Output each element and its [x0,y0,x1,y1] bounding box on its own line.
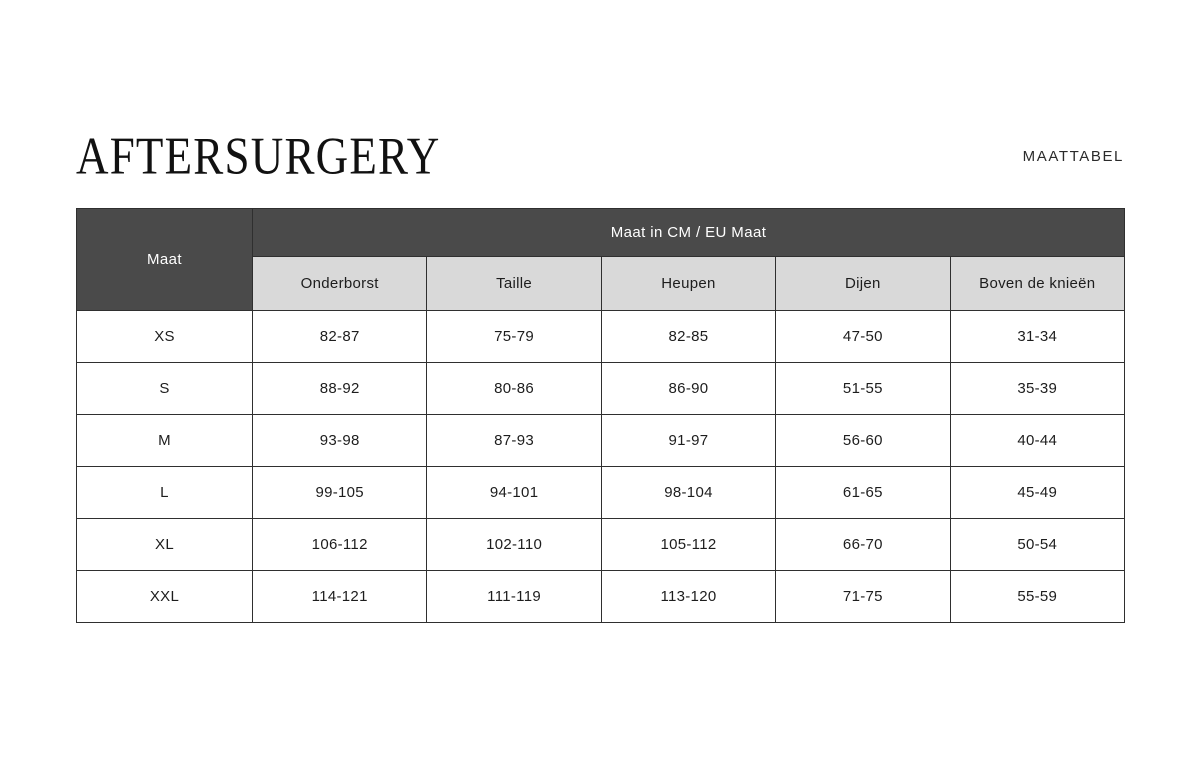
cell-onderborst: 82-87 [253,311,427,363]
table-row [77,519,1125,571]
cell-heupen: 82-85 [601,311,775,363]
cell-dijen: 71-75 [776,571,950,623]
cell-onderborst: 93-98 [253,415,427,467]
row-size-label: S [77,363,253,415]
row-size-label: XL [77,519,253,571]
table-row [77,311,1125,363]
header-boven-de-knieen: Boven de knieën [950,257,1124,311]
cell-heupen: 98-104 [601,467,775,519]
cell-heupen: 105-112 [601,519,775,571]
row-size-label: XXL [77,571,253,623]
cell-boven-de-knieen: 40-44 [950,415,1124,467]
cell-taille: 87-93 [427,415,601,467]
table-row [77,571,1125,623]
cell-taille: 111-119 [427,571,601,623]
row-size-label: L [77,467,253,519]
document-title: MAATTABEL [1022,147,1124,165]
cell-onderborst: 99-105 [253,467,427,519]
cell-taille: 94-101 [427,467,601,519]
cell-boven-de-knieen: 50-54 [950,519,1124,571]
cell-dijen: 47-50 [776,311,950,363]
brand-logo: AFTERSURGERY [76,125,441,185]
table-row [77,363,1125,415]
table-body [77,311,1125,623]
cell-taille: 102-110 [427,519,601,571]
cell-dijen: 66-70 [776,519,950,571]
table-row [77,415,1125,467]
cell-taille: 75-79 [427,311,601,363]
table-header [77,209,1125,311]
header-taille: Taille [427,257,601,311]
table-row [77,467,1125,519]
cell-heupen: 113-120 [601,571,775,623]
size-chart-table-container [76,208,1124,623]
cell-dijen: 61-65 [776,467,950,519]
header-measurement-group: Maat in CM / EU Maat [253,209,1125,257]
header-size: Maat [77,209,253,311]
size-chart-table [76,208,1125,623]
cell-onderborst: 88-92 [253,363,427,415]
header-dijen: Dijen [776,257,950,311]
row-size-label: M [77,415,253,467]
header-heupen: Heupen [601,257,775,311]
cell-onderborst: 114-121 [253,571,427,623]
cell-boven-de-knieen: 35-39 [950,363,1124,415]
cell-heupen: 86-90 [601,363,775,415]
table-header-row-group [77,209,1125,257]
cell-boven-de-knieen: 45-49 [950,467,1124,519]
header-onderborst: Onderborst [253,257,427,311]
cell-dijen: 56-60 [776,415,950,467]
cell-boven-de-knieen: 55-59 [950,571,1124,623]
cell-heupen: 91-97 [601,415,775,467]
cell-dijen: 51-55 [776,363,950,415]
cell-boven-de-knieen: 31-34 [950,311,1124,363]
document-header [76,125,1124,187]
cell-taille: 80-86 [427,363,601,415]
cell-onderborst: 106-112 [253,519,427,571]
row-size-label: XS [77,311,253,363]
